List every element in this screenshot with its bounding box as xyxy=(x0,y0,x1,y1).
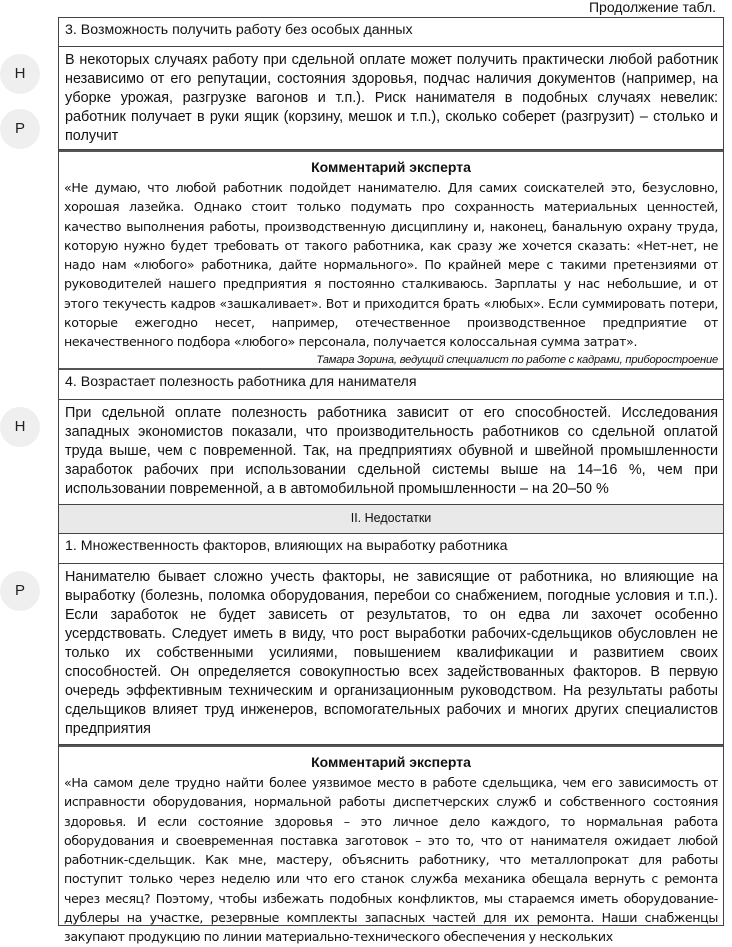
row-description-text: Нанимателю бывает сложно учесть факторы, не зависящие от работника, но влияющие на выработку (болезнь, поломка оборудования, перебои со снабжением, погодные условия и т.п.). Если заработок не будет зависеть от результатов, то он едва ли захочет особенно усердствовать. Следует иметь в виду, что рост выработки рабочих-сдельщиков обусловлен не только их собственными усилиями, повышением квалификации и развитием своих способностей. Он определяется совокупностью всех задействованных факторов. В первую очередь эффективным техническим и организационным руководством. На результаты работы сдельщиков влияет труд инженеров, вспомогательных рабочих и многих других специалистов предприятия xyxy=(65,569,718,737)
expert-comment-title: Комментарий эксперта xyxy=(311,754,471,770)
row-heading-text: 3. Возможность получить работу без особых данных xyxy=(65,22,413,38)
row-description-text: При сдельной оплате полезность работника зависит от его способностей. Исследования западных экономистов показали, что производительность работников со сдельной оплатой труда выше, чем с повременной. Так, на предприятиях обувной и швейной промышленности заработок рабочих при использовании сдельной системы выше на 14–16 %, чем при использовании повременной, а в автомобильной промышленности – на 20–50 % xyxy=(65,405,718,497)
table-row-description xyxy=(59,400,723,505)
row-description-text: В некоторых случаях работу при сдельной оплате может получить практически любой работник независимо от его репутации, состояния здоровья, подчас наличия документов (например, на уборке урожая, разгрузке вагонов и т.п.). Риск нанимателя в подобных случаях невелик: работник получает в руки ящик (корзину, мешок и т.п.), сколько соберет (разгрузит) – столько и получит xyxy=(65,52,718,144)
row-heading-text: 4. Возрастает полезность работника для нанимателя xyxy=(65,374,417,390)
marker-r-badge: Р xyxy=(0,571,40,611)
marker-r-badge: Р xyxy=(0,109,40,149)
table-row-heading xyxy=(59,534,723,564)
table-row-description xyxy=(59,47,723,150)
comparison-table xyxy=(58,17,724,945)
section-header-disadvantages xyxy=(59,505,723,534)
table-row-description xyxy=(59,564,723,745)
expert-comment-text: «На самом деле трудно найти более уязвимое место в работе сдельщика, чем его зависимость от исправности оборудования, нормальной работы диспетчерских служб и собственного состояния здоровья. И если состояние здоровья – это личное дело каждого, то нормальная работа оборудования и своевременная поставка заготовок – это то, что от нанимателя ожидает любой работник-сдельщик. Как мне, мастеру, объяснить работнику, что металлопрокат для работы поступит только через неделю или что его станок служба механика обещала вернуть с ремонта через месяц? Поэтому, чтобы избежать подобных конфликтов, мы стараемся иметь оборудование-дублеры на участке, резервные комплекты запасных частей для их ремонта. Наши снабженцы закупают продукцию по линии материально-технического обеспечения у нескольких xyxy=(64,775,718,945)
marker-n-badge: Н xyxy=(0,407,40,447)
continuation-label: Продолжение табл. xyxy=(588,0,716,15)
section-header-text: II. Недостатки xyxy=(350,511,432,525)
marker-n-badge: Н xyxy=(0,54,40,94)
table-row-heading xyxy=(59,18,723,47)
table-row-heading xyxy=(59,370,723,400)
expert-comment-author: Тамара Зорина, ведущий специалист по работе с кадрами, приборостроение xyxy=(316,353,718,366)
expert-comment-block xyxy=(59,745,723,945)
row-heading-text: 1. Множественность факторов, влияющих на выработку работника xyxy=(65,538,508,554)
expert-comment-text: «Не думаю, что любой работник подойдет нанимателю. Для самих соискателей это, безусловно, хорошая лазейка. Однако стоит только подумать про сохранность материальных ценностей, качество выполнения работы, производственную дисциплину и, наконец, банальную охрану труда, которую нужно будет требовать от такого работника, как сразу же хочется сказать: «Нет-нет, не надо нам «любого» работника, дайте нормального». По крайней мере с такими претензиями от руководителей нашего предприятия я постоянно сталкиваюсь. Зарплаты у нас небольшие, и от этого текучесть кадров «зашкаливает». Вот и приходится брать «любых». Если суммировать потери, которые ежегодно несет, например, отечественное производственное предприятие от некачественного подбора «любого» персонала, получается колоссальная сумма затрат». xyxy=(64,180,718,350)
expert-comment-block xyxy=(59,150,723,370)
expert-comment-title: Комментарий эксперта xyxy=(311,159,471,175)
